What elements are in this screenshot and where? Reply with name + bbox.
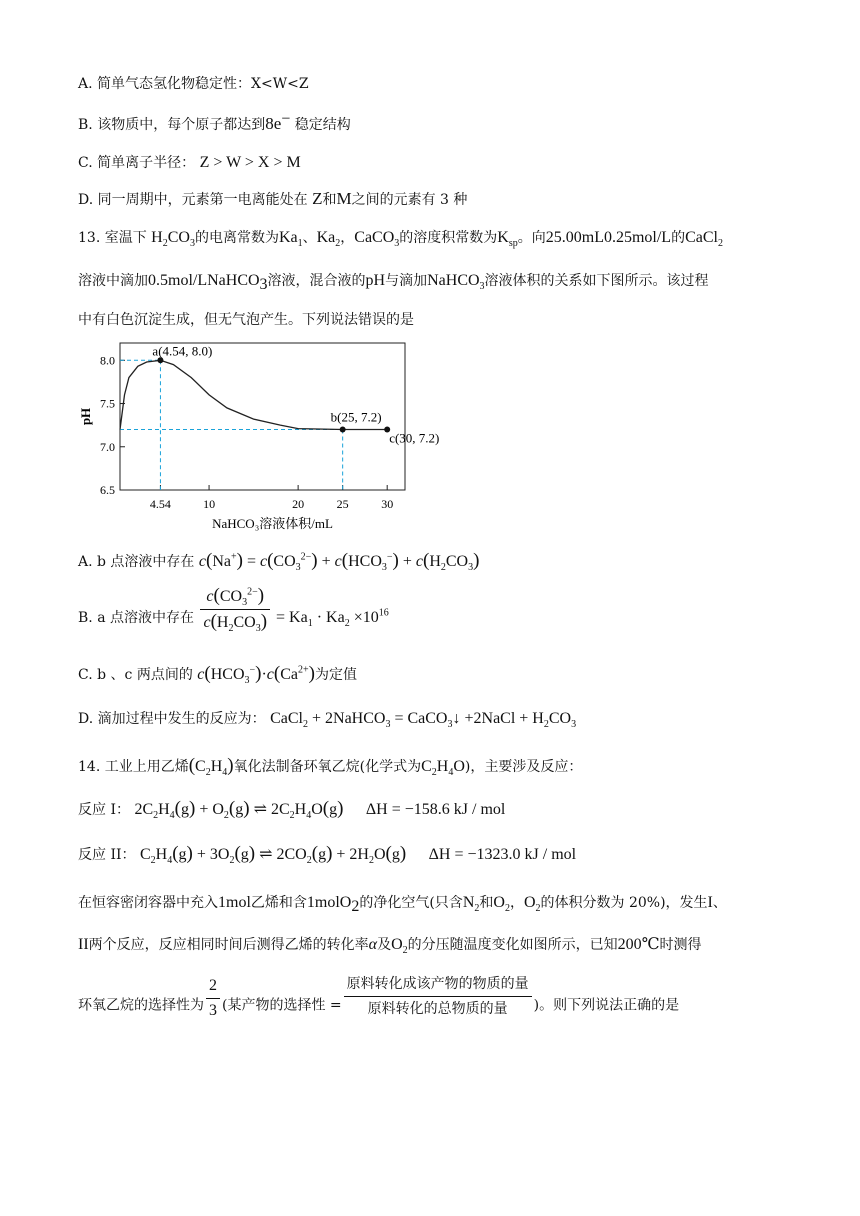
concentration: 25.00mL0.25mol/L <box>545 229 672 246</box>
text: 的电离常数为 <box>194 230 279 246</box>
text: 两个反应，反应相同时间后测得乙烯的转化率 <box>88 937 369 953</box>
text: (某产物的选择性 = <box>222 997 342 1014</box>
y-tick-label: 7.5 <box>100 396 115 411</box>
option-text: 稳定结构 <box>294 117 351 133</box>
text: 环氧乙烷的选择性为 <box>78 997 204 1014</box>
text: 的分压随温度变化如图所示，已知 <box>407 937 618 953</box>
selectivity-fraction <box>206 976 220 1021</box>
q13-line3 <box>78 310 414 330</box>
option-text: 同一周期中，元素第一电离能处在 <box>97 192 308 208</box>
amount: 1mol <box>218 894 251 911</box>
q13-option-d: D. 滴加过程中发生的反应为： CaCl$_2$ + 2NaHCO$_3$ = CaCO$_3$↓ +2NaCl + $H_2CO_3$ <box>78 710 577 731</box>
text: 乙烯和含 <box>250 895 307 911</box>
text: 为定值 <box>314 667 357 683</box>
option-label: A. <box>78 76 93 92</box>
roman-numeral: I <box>707 894 713 911</box>
q14-para-line1: 在恒容密闭容器中充入1mol乙烯和含1molO$_2$的净化空气(只含$N_2$和$O_2$，$O_2$的体积分数为 20%)，发生I、 <box>78 894 727 915</box>
text: 工业上用乙烯 <box>104 759 189 775</box>
text: a 点溶液中存在 <box>97 610 194 627</box>
text: )。则下列说法正确的是 <box>533 997 680 1014</box>
q13-line2: 溶液中滴加0.5mol/LNaHCO$_3$溶液，混合液的pH与滴加NaHCO$_3$溶液体积的关系如下图所示。该过程 <box>78 272 709 293</box>
q14-para-line2: II两个反应，反应相同时间后测得乙烯的转化率α及$O_2$的分压随温度变化如图所示，已知200℃时测得 <box>78 936 702 957</box>
reaction-label: 反应 I： <box>78 802 130 818</box>
text: b 、c 两点间的 <box>97 667 193 683</box>
text: 。向 <box>517 230 546 246</box>
option-text: 和 <box>322 192 337 208</box>
text: 的溶度积常数为 <box>399 230 498 246</box>
text: 时测得 <box>659 937 702 953</box>
text: 溶液体积的关系如下图所示。该过程 <box>484 273 709 289</box>
text: ， <box>509 895 524 911</box>
y-tick-label: 8.0 <box>100 353 115 368</box>
fraction-denominator: 原料转化的总物质的量 <box>367 1001 508 1017</box>
enthalpy: ΔH = −1323.0 kJ / mol <box>428 846 577 863</box>
option-text: 简单离子半径： <box>97 155 196 171</box>
ph-label: pH <box>365 272 386 289</box>
option-text: 该物质中，每个原子都达到 <box>97 117 266 133</box>
q12-option-c <box>78 153 301 173</box>
point-label: b(25, 7.2) <box>330 409 382 425</box>
point-label: c(30, 7.2) <box>389 430 440 446</box>
temperature: 200℃ <box>617 936 660 953</box>
point-label: a(4.54, 8.0) <box>152 343 213 359</box>
concentration: 0.5mol/LNaHCO <box>148 272 260 289</box>
amount: 1molO <box>306 894 352 911</box>
text: 的体积分数为 20%)，发生 <box>540 895 708 911</box>
q13-option-c: C. b 、c 两点间的 $c(HCO_3^-)\cdot c(Ca^{2+})$为定值 <box>78 663 357 687</box>
x-tick-label: 4.54 <box>149 497 171 511</box>
q13-line1: 13. 室温下 $H_2CO_3$的电离常数为$Ka_1$、$Ka_2$，CaCO$_3$的溶度积常数为$K_{sp}$。向25.00mL0.25mol/L的CaCl$_2$ <box>78 229 723 250</box>
reaction-label: 反应 II： <box>78 847 136 863</box>
question-number: 13. <box>78 230 101 246</box>
q14-reaction-1: 反应 I： $2C_2H_4(g) + O_2(g)$ ⇌ $2C_2H_4O(g) \Delta H = -158.6$ kJ / mol <box>78 798 506 822</box>
x-tick-label: 10 <box>203 497 216 511</box>
text: 中有白色沉淀生成，但无气泡产生。下列说法错误的是 <box>78 312 414 328</box>
option-text: 之间的元素有 3 种 <box>351 192 468 208</box>
option-label: C. <box>78 155 93 171</box>
enthalpy: ΔH = −158.6 kJ / mol <box>365 801 506 818</box>
q12-option-b: B. 该物质中，每个原子都达到8e− 稳定结构 <box>78 110 351 133</box>
text: )，主要涉及反应： <box>464 759 583 775</box>
y-axis-label: pH <box>78 407 93 426</box>
q12-option-d <box>78 189 467 210</box>
fraction-numerator: 2 <box>206 976 220 999</box>
q12-option-a <box>78 74 309 94</box>
text: 滴加过程中发生的反应为： <box>97 711 266 727</box>
x-tick-label: 20 <box>292 497 305 511</box>
question-number: 14. <box>78 759 101 775</box>
alpha-symbol: α <box>368 936 378 953</box>
option-label: D. <box>78 192 94 208</box>
x-axis-label: NaHCO₃溶液体积/mL <box>212 516 333 531</box>
text: 室温下 <box>104 230 147 246</box>
q14-line1: 14. 工业上用乙烯$(C_2H_4)$氧化法制备环氧乙烷(化学式为$C_2H_4O$)，主要涉及反应： <box>78 755 583 779</box>
text: ， <box>340 230 355 246</box>
text: 及 <box>377 937 392 953</box>
x-tick-label: 25 <box>336 497 349 511</box>
y-tick-label: 7.0 <box>100 439 115 454</box>
option-expression: Z > W > X > M <box>199 154 301 171</box>
text: 溶液中滴加 <box>78 273 148 289</box>
option-label: B. <box>78 117 93 133</box>
selectivity-definition <box>344 974 532 1019</box>
text: 和 <box>479 895 494 911</box>
option-text: 简单气态氢化物稳定性：X<W<Z <box>97 76 309 92</box>
element-z: Z <box>312 189 323 208</box>
text: 溶液，混合液的 <box>267 273 366 289</box>
data-point <box>340 426 346 432</box>
q14-reaction-2: 反应 II： $C_2H_4(g) + 3O_2(g)$ ⇌ $2CO_2(g) + 2H_2O(g) \Delta H = -1323.0$ kJ / mol <box>78 843 577 867</box>
x-tick-label: 30 <box>381 497 394 511</box>
element-m: M <box>336 189 352 208</box>
ph-titration-chart <box>78 335 478 535</box>
text: 在恒容密闭容器中充入 <box>78 895 218 911</box>
text: 的 <box>671 230 686 246</box>
text: 、 <box>712 895 727 911</box>
y-tick-label: 6.5 <box>100 483 115 497</box>
q13-option-a: A. b 点溶液中存在 $c(Na^+) = c(CO_3^{2-}) + c(HCO_3^-) + c(H_2CO_3)$ <box>78 550 480 574</box>
q14-para-line3 <box>78 976 680 1021</box>
text: 、 <box>302 230 317 246</box>
text: 与滴加 <box>385 273 428 289</box>
electron-symbol: 8e <box>265 114 282 133</box>
fraction-numerator: 原料转化成该产物的物质的量 <box>344 974 532 997</box>
text: 氧化法制备环氧乙烷(化学式为 <box>233 759 422 775</box>
q13-option-b: B. a 点溶液中存在 $\frac{c(CO_3^{2-})}{c(H_2CO_3)}$ = $Ka_1 \cdot Ka_2 \times 10^{16}$ <box>78 585 389 635</box>
fraction-denominator: 3 <box>209 1002 217 1019</box>
roman-numeral: II <box>78 936 89 953</box>
text: 的净化空气(只含 <box>359 895 463 911</box>
text: b 点溶液中存在 <box>97 554 195 570</box>
